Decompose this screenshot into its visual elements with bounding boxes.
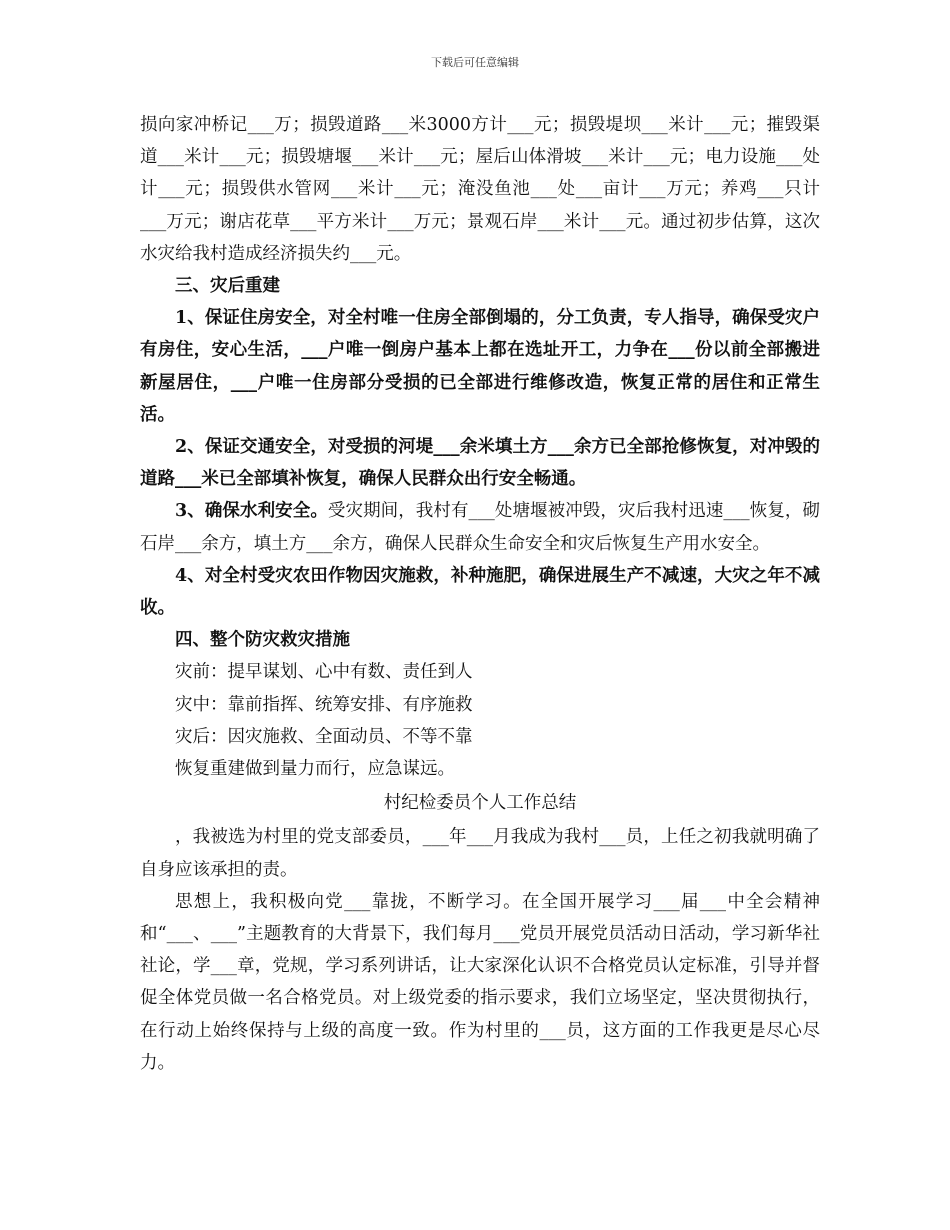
measure-during: 灾中：靠前指挥、统筹安排、有序施救: [175, 694, 473, 715]
section-heading-measures: 四、整个防灾救灾措施: [175, 630, 350, 651]
summary-title: 村纪检委员个人工作总结: [383, 793, 577, 814]
document-body: [140, 109, 820, 1079]
crop-rescue-paragraph: 4、对全村受灾农田作物因灾施救，补种施肥，确保进展生产不减速，大灾之年不减收。: [140, 565, 820, 619]
measure-after: 灾后：因灾施救、全面动员、不等不靠: [175, 726, 473, 747]
measure-rebuild: 恢复重建做到量力而行，应急谋远。: [175, 759, 455, 780]
page-header: 下载后可任意编辑: [431, 56, 519, 69]
section-heading-rebuild: 三、灾后重建: [175, 276, 280, 297]
summary-intro-paragraph: ，我被选为村里的党支部委员，___年___月我成为我村___员，上任之初我就明确了自身应该承担的责。: [140, 827, 820, 880]
summary-ideology-paragraph: 思想上，我积极向党___靠拢，不断学习。在全国开展学习___届___中全会精神和“___、___”主题教育的大背景下，我们每月___党员开展党员活动日活动，学习新华社社论，学___章，党规，学习系列讲话，让大家深化认识不合格党员认定标准，引导并督促全体党员做一名合格党员。对上级党委的指示要求，我们立场坚定，坚决贯彻执行，在行动上始终保持与上级的高度一致。作为村里的___员，这方面的工作我更是尽心尽力。: [140, 891, 820, 1073]
water-safety-paragraph: [140, 495, 820, 559]
traffic-safety-paragraph: 2、保证交通安全，对受损的河堤___余米填土方___余方已全部抢修恢复，对冲毁的道路___米已全部填补恢复，确保人民群众出行安全畅通。: [140, 437, 820, 490]
loss-paragraph: 损向家冲桥记___万；损毁道路___米3000方计___元；损毁堤坝___米计___元；摧毁渠道___米计___元；损毁塘堰___米计___元；屋后山体滑坡___米计___元；电力设施___处计___元；损毁供水管网___米计___元；淹没鱼池___处___亩计___万元；养鸡___只计___万元；谢店花草___平方米计___万元；景观石岸___米计___元。通过初步估算，这次水灾给我村造成经济损失约___元。: [140, 115, 820, 264]
water-safety-heading: 3、确保水利安全。: [175, 501, 328, 522]
water-safety-text: 受灾期间，我村有___处塘堰被冲毁，灾后我村迅速___恢复，砌石岸___余方，填土方___余方，确保人民群众生命安全和灾后恢复生产用水安全。: [140, 501, 820, 554]
housing-safety-paragraph: 1、保证住房安全，对全村唯一住房全部倒塌的，分工负责，专人指导，确保受灾户有房住，安心生活，___户唯一倒房户基本上都在选址开工，力争在___份以前全部搬进新屋居住，___户唯一住房部分受损的已全部进行维修改造，恢复正常的居住和正常生活。: [140, 308, 820, 425]
measure-before: 灾前：提早谋划、心中有数、责任到人: [175, 662, 473, 683]
